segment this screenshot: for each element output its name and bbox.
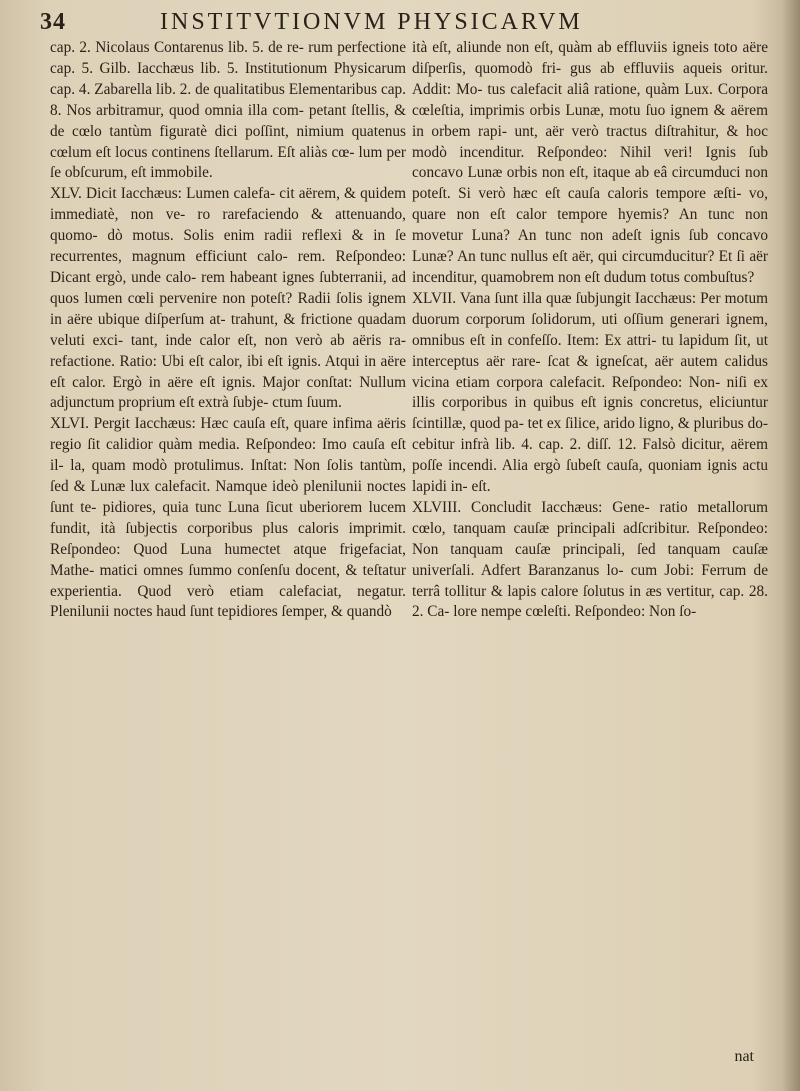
right-paragraph-1: ità eſt, aliunde non eſt, quàm ab effluviis igneis toto aëre diſperſis, quomodò fri- gus ab effluviis aqueis oritur. Addit: Mo- tus calefacit aliâ ratione, quàm Lux. Corpora cœleſtia, imprimis orbis Lunæ, motu ſuo ignem & aërem in orbem rapi- unt, aër verò tractus diſtrahitur, & hoc modò incenditur. Reſpondeo: Nihil veri! Ignis ſub concavo Lunæ orbis non eſt, itaque ab eâ circumduci non poteſt. Si verò hæc eſt cauſa caloris tempore æſti- vo, quare non eſt calor tempore hyemis? An tunc non movetur Luna? An tunc non adeſt ignis ſub concavo Lunæ? An tunc nullus eſt aër, qui circumducitur? Et ſi aër incenditur, quamobrem non eſt dudum totus combuſtus? (412, 39, 768, 286)
left-column (50, 38, 406, 623)
left-paragraph-3: XLVI. Pergit Iacchæus: Hæc cauſa eſt, quare infima aëris regio ſit calidior quàm media. Reſpondeo: Imo cauſa eſt il- la, quam modò protulimus. Inſtat: Non ſolis tantùm, ſed & Lunæ lux calefacit. Namque ideò plenilunii noctes ſunt te- pidiores, quia tunc Luna ſicut uberiorem lucem fundit, ità ſubjectis corporibus plus caloris imprimit. Reſpondeo: Quod Luna humectet atque frigefaciat, Mathe- matici omnes ſummo conſenſu docent, & teſtatur experientia. Quod verò etiam calefaciat, negatur. Plenilunii noctes haud ſunt tepidiores ſemper, & quandò (50, 415, 406, 621)
right-paragraph-2: XLVII. Vana ſunt illa quæ ſubjungit Iacchæus: Per motum duorum corporum ſolidorum, uti oſſium generari ignem, omnibus eſt in confeſſo. Item: Ex attri- tu lapidum ſit, ut interceptus aër rare- ſcat & igneſcat, aër autem calidus vicina etiam corpora calefacit. Reſpondeo: Non- niſi ex illis corporibus in quibus eſt ignis concretus, eliciuntur ſcintillæ, quod pa- tet ex ſilice, arido ligno, & pluribus do- cebitur infrà lib. 4. cap. 2. diſſ. 12. Falsò dicitur, aërem poſſe incendi. Alia ergò ſubeſt cauſa, quoniam ignis actu lapidi in- eſt. (412, 289, 768, 496)
right-column (412, 38, 768, 623)
left-paragraph-1: cap. 2. Nicolaus Contarenus lib. 5. de re- rum perfectione cap. 5. Gilb. Iacchæus lib. 5. Institutionum Physicarum cap. 4. Zabarella lib. 2. de qualitatibus Elementaribus cap. 8. Nos arbitramur, quod omnia illa com- petant ſtellis, & de cœlo tantùm figuratè dici poſſint, nimium quatenus cœlum eſt locus continens ſtellarum. Eſt aliàs cœ- lum per ſe obſcurum, eſt immobile. (50, 39, 406, 182)
left-paragraph-2: XLV. Dicit Iacchæus: Lumen calefa- cit aërem, & quidem immediatè, non ve- ro rarefaciendo & attenuando, quomo- dò motus. Solis enim radii reflexi & in ſe recurrentes, magnum efficiunt calo- rem. Reſpondeo: Dicant ergò, unde calo- rem habeant ignes ſubterranii, ad quos lumen cœli pervenire non poteſt? Radii ſolis ignem in aëre ubique diſperſum at- trahunt, & frictione quadam veluti exci- tant, inde calor eſt, non verò ab aëris ra- refactione. Ratio: Ubi eſt calor, ibi eſt ignis. Atqui in aëre eſt calor. Ergò in aëre eſt ignis. Major conſtat: Nullum adjunctum proprium eſt extrà ſubje- ctum ſuum. (50, 185, 406, 412)
catchword: nat (734, 1048, 754, 1065)
page-edge-shadow (782, 0, 800, 1091)
right-paragraph-3: XLVIII. Concludit Iacchæus: Gene- ratio metallorum cœlo, tanquam cauſæ principali adſcribitur. Reſpondeo: Non tanquam cauſæ principali, ſed tanquam cauſæ univerſali. Adfert Baranzanus lo- cum Jobi: Ferrum de terrâ tollitur & lapis calore ſolutus in æs vertitur, cap. 28. 2. Ca- lore nempe cœleſti. Reſpondeo: Non ſo- (412, 498, 768, 621)
running-title: INSTITVTIONVM PHYSICARVM (160, 8, 583, 35)
running-header (40, 6, 780, 38)
page-number: 34 (40, 8, 66, 35)
